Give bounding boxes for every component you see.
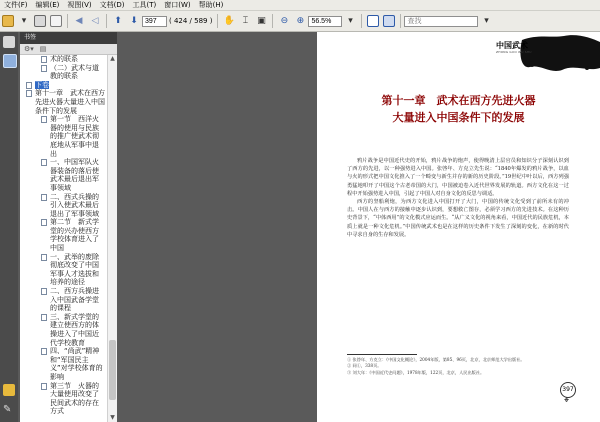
toolbar-separator	[217, 14, 218, 28]
chapter-title-line: 大量进入中国条件下的发展	[392, 111, 525, 124]
page-header-band	[492, 34, 600, 72]
body-text	[347, 157, 569, 239]
bookmark-item[interactable]	[20, 89, 107, 115]
hand-tool-icon[interactable]: ✋	[223, 16, 236, 26]
chevron-down-icon[interactable]: ▾	[348, 16, 353, 26]
first-page-icon[interactable]: ◀	[75, 16, 83, 26]
footnotes	[347, 357, 569, 376]
bookmark-tool-icon[interactable]: ▤	[39, 45, 47, 53]
bookmark-item[interactable]	[20, 115, 107, 158]
toolbar	[0, 11, 600, 32]
snapshot-icon[interactable]: ▣	[257, 16, 266, 26]
bookmark-page-icon	[26, 90, 32, 97]
bookmark-item[interactable]	[20, 158, 107, 192]
paragraph: 鸦片战争是中国近代史的开始，鸦片战争的炮声，使得晚清上层官员和知识分子深刻认识到了西方的先进，以一种强势进入中国。张啓年、方克立先生说：“1840年爆发的鸦片战争，以血与火的形式把中国文化推入了一个畸变与新生并存的新的历史阶段。”19世纪中叶以后，西方列强勇猛地叩开了中国这个古老帝国的大门，中国被迫卷入近代世界发展的轨道。西方文化在这一过程中开始强势进入中国，引起了中国人对自身文化的反思与调适。	[347, 158, 569, 197]
zoom-out-icon[interactable]: ⊖	[280, 16, 289, 26]
bookmark-page-icon	[41, 288, 47, 295]
menu-edit[interactable]: 编辑(E)	[35, 1, 60, 9]
header-brand: 中国武术	[496, 40, 528, 50]
menu-help[interactable]: 帮助(H)	[198, 1, 224, 9]
previous-page-icon[interactable]: ⬇	[130, 16, 138, 26]
bookmark-label: 二、西式兵操的引入使武术最后退出了军事领域	[50, 192, 99, 218]
menu-view[interactable]: 视图(V)	[67, 1, 92, 9]
toolbar-separator	[400, 14, 401, 28]
fit-width-icon[interactable]	[382, 13, 396, 29]
menu-window[interactable]: 窗口(W)	[164, 1, 191, 9]
chapter-title	[317, 92, 600, 126]
email-icon[interactable]	[49, 13, 63, 29]
panel-title: 书签	[20, 32, 117, 44]
bookmark-page-icon	[41, 116, 47, 123]
bookmark-page-icon	[41, 194, 47, 201]
navigation-rail	[0, 32, 18, 422]
bookmark-item[interactable]	[20, 313, 107, 347]
bookmarks-panel-icon[interactable]	[3, 54, 17, 68]
page-number: 397	[560, 382, 576, 398]
toolbar-separator	[67, 14, 68, 28]
page-number-input[interactable]	[142, 16, 167, 27]
toolbar-separator	[361, 14, 362, 28]
pages-panel-icon[interactable]	[3, 36, 15, 48]
bookmark-label: 第二节 新式学堂的兴办使西方学校体育进入了中国	[50, 218, 99, 253]
panel-toolbar	[20, 44, 117, 55]
comments-icon[interactable]	[3, 384, 15, 396]
bookmark-list	[20, 55, 107, 422]
bookmark-page-icon	[41, 383, 47, 390]
bookmark-item[interactable]	[20, 382, 107, 416]
menu-document[interactable]: 文档(D)	[99, 1, 125, 9]
menu-bar	[0, 0, 600, 11]
bookmark-label: 二、西方兵操进入中国武备学堂的课程	[50, 287, 99, 313]
bookmark-item[interactable]	[20, 218, 107, 252]
bookmark-item[interactable]	[20, 347, 107, 381]
bookmark-label: 一、中国军队火器装备的落后使武术最后退出军事领域	[50, 158, 99, 192]
bookmark-item[interactable]	[20, 253, 107, 287]
document-viewport[interactable]	[118, 32, 600, 422]
zoom-level-input[interactable]	[308, 16, 342, 27]
bookmark-label: 下卷	[35, 80, 49, 89]
scroll-down-icon[interactable]: ▼	[110, 414, 115, 421]
scroll-thumb[interactable]	[109, 340, 116, 400]
bookmark-item[interactable]	[20, 287, 107, 313]
menu-tools[interactable]: 工具(T)	[132, 1, 157, 9]
bookmark-page-icon	[41, 56, 47, 63]
bookmark-label: 第十一章 武术在西方先进火器大量进入中国条件下的发展	[35, 89, 105, 115]
footnote: ① 张啓年、方克立：《中国文化概论》，2004年版，第85、96页，北京，北京师范大学出版社。	[347, 357, 525, 362]
mouse-cursor-icon: ⌖	[564, 396, 570, 406]
dropdown-icon[interactable]: ▾	[21, 16, 27, 26]
footnote: ② 同①，338页。	[347, 363, 382, 369]
page-count: ( 424 / 589 )	[169, 17, 213, 25]
bookmark-page-icon	[41, 219, 47, 226]
bookmark-item[interactable]	[20, 64, 107, 81]
bookmark-label: 第三节 火器的大量使用改变了民间武术的存在方式	[50, 381, 99, 416]
select-tool-icon[interactable]: ⌶	[242, 16, 249, 26]
bookmark-page-icon	[41, 348, 47, 355]
options-icon[interactable]: ⚙▾	[24, 45, 34, 53]
toolbar-separator	[272, 14, 273, 28]
footnote: ③ 刘大年：《中国近代史问题》，1978年版，122页，北京，人民出版社。	[347, 369, 485, 375]
toolbar-separator	[106, 14, 107, 28]
search-dropdown-icon[interactable]: ▾	[484, 16, 489, 26]
print-icon[interactable]	[33, 13, 47, 29]
paragraph: 西方的坚船利炮，为西方文化进入中国打开了大门，中国的传统文化受到了前所未有的冲击。中国人在与西方的接触中逐步认识到，要想救亡图存，必须学习西方的先进技术。在这种历史背景下，“中体西用”的文化模式应运而生。“从广义文化的视角来看，中国近代的民族危机，本质上就是一种文化危机。”中国传统武术也是在这样的历史条件下发生了深刻的变化，在新的时代中寻求自身的生存和发展。	[347, 199, 569, 238]
search-input[interactable]	[404, 16, 478, 27]
bookmark-label: 一、武举的废除彻底改变了中国军事人才选拔和培养的途径	[50, 252, 99, 287]
header-subtitle: ZHONG GUO WU SHU	[496, 50, 532, 54]
bookmark-label: 四、“尚武”精神和“军国民主义”对学校体育的影响	[50, 347, 103, 381]
document-page	[317, 32, 600, 422]
menu-file[interactable]: 文件(F)	[4, 1, 28, 9]
bookmark-page-icon	[26, 82, 32, 89]
bookmark-label: 三、新式学堂的建立使西方的体操进入了中国近代学校教育	[50, 312, 99, 347]
bookmark-page-icon	[41, 314, 47, 321]
bookmark-page-icon	[41, 65, 47, 72]
next-page-icon[interactable]: ⬆	[114, 16, 122, 26]
bookmark-item[interactable]	[20, 55, 107, 64]
scroll-up-icon[interactable]: ▲	[110, 55, 115, 62]
back-icon[interactable]: ◁	[91, 16, 99, 26]
bookmark-page-icon	[41, 159, 47, 166]
bookmarks-panel	[20, 32, 117, 422]
chapter-title-line: 第十一章 武术在西方先进火器	[381, 94, 536, 107]
zoom-in-icon[interactable]: ⊕	[296, 16, 305, 26]
bookmark-label: （二）武术与道教的联系	[50, 63, 99, 81]
bookmark-scrollbar[interactable]	[107, 55, 117, 422]
bookmark-label: 第一节 西洋火器的使用与民族的推广使武术彻底地从军事中退出	[50, 115, 99, 158]
open-folder-icon[interactable]	[1, 13, 15, 29]
bookmark-page-icon	[41, 254, 47, 261]
bookmark-item[interactable]	[20, 193, 107, 219]
attachment-icon[interactable]: ✎	[3, 404, 12, 415]
footnote-rule	[347, 354, 417, 355]
bookmark-label: 术的联系	[50, 55, 78, 63]
fit-page-icon[interactable]	[366, 13, 380, 29]
